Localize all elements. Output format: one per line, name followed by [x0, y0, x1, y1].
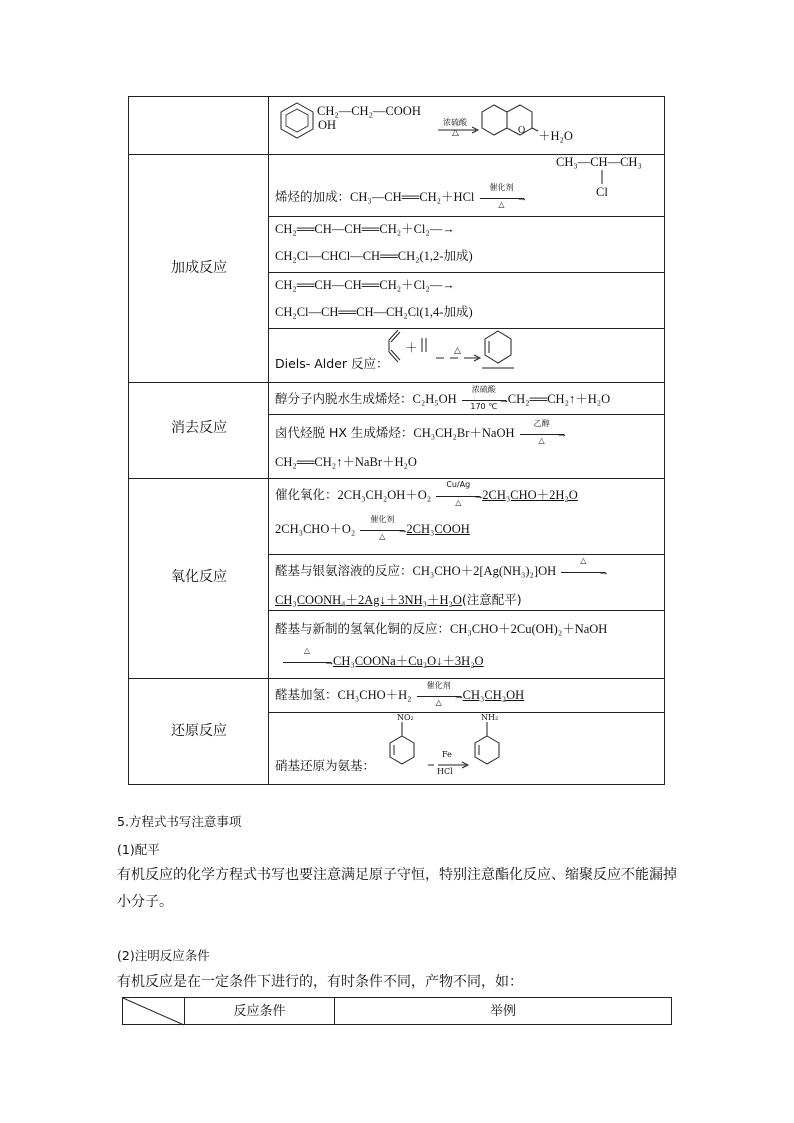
paragraph-1-line2: 小分子。	[117, 894, 173, 910]
catalytic-oxidation-1: 催化氧化：2CH₃CH₂OH＋O₂ Cu/Ag → △ 2CH₃CHO＋2H₂O	[275, 480, 578, 508]
subrow-border	[268, 712, 665, 713]
nitro-group-label: NO₂	[397, 713, 414, 722]
catalytic-oxidation-2: 2CH₃CHO＋O₂ 催化剂 → △ 2CH₃COOH	[275, 515, 470, 542]
copper-hydroxide-equation: 醛基与新制的氢氧化铜的反应：CH₃CHO＋2Cu(OH)₂＋NaOH	[275, 621, 608, 636]
lactone-product-tail: ＋H₂O	[538, 129, 573, 143]
header-example: 举例	[489, 1004, 516, 1019]
ethene-structure-icon	[420, 338, 428, 352]
diels-arrow	[436, 355, 482, 361]
header-condition: 反应条件	[233, 1004, 286, 1019]
subrow-border	[268, 554, 665, 555]
nitrobenzene-structure-icon	[388, 722, 416, 770]
subsection-2-heading: (2)注明反应条件	[117, 948, 210, 963]
alkene-addition-equation: 烯烃的加成：CH₃—CH══CH₂＋HCl 催化剂 → △	[275, 183, 528, 210]
column-divider	[268, 97, 269, 785]
benzene-ring-reactant	[277, 101, 317, 139]
paragraph-2: 有机反应是在一定条件下进行的，有时条件不同，产物不同，如：	[117, 974, 523, 990]
oxidation-arrow-2: 催化剂 → △	[360, 523, 404, 537]
row-border	[129, 678, 665, 679]
diene-14-line2: CH₂Cl—CH══CH—CH₂Cl(1,4-加成)	[275, 305, 473, 319]
aniline-structure-icon	[473, 722, 501, 770]
diene-14-line1: CH₂══CH—CH══CH₂＋Cl₂—→	[275, 278, 455, 292]
paragraph-1-line1: 有机反应的化学方程式书写也要注意满足原子守恒，特别注意酯化反应、缩聚反应不能漏掉	[117, 867, 677, 883]
cyclohexene-structure-icon	[482, 329, 514, 369]
amino-group-label: NH₂	[481, 713, 499, 722]
copper-arrow: △ →	[283, 655, 331, 669]
category-reduction: 还原反应	[171, 723, 227, 739]
category-elimination: 消去反应	[171, 420, 227, 436]
halide-arrow: 乙醇 → △	[520, 427, 564, 441]
subrow-border	[268, 216, 665, 217]
diels-condition: △	[454, 346, 461, 356]
hydrogenation-arrow: 催化剂 → △	[417, 689, 461, 703]
reactant-oh: OH	[318, 118, 337, 132]
diene-12-line1: CH₂══CH—CH══CH₂＋Cl₂—→	[275, 222, 455, 236]
diels-alder-label: Diels- Alder 反应：	[275, 356, 389, 371]
silver-mirror-equation: 醛基与银氨溶液的反应：CH₃CHO＋2[Ag(NH₃)₂]OH △ →	[275, 556, 610, 579]
silver-mirror-product: CH₃COONH₄＋2Ag↓＋3NH₃＋H₂O(注意配平)	[275, 592, 522, 607]
diene-12-line2: CH₂Cl—CHCl—CH══CH₂(1,2-加成)	[275, 249, 473, 263]
copper-hydroxide-product: △ → CH₃COONa＋Cu₂O↓＋3H₂O	[281, 651, 484, 669]
halide-elimination-product: CH₂══CH₂↑＋NaBr＋H₂O	[275, 455, 417, 469]
category-oxidation: 氧化反应	[171, 569, 227, 585]
lactone-condition-bottom: △	[452, 128, 459, 138]
section-5-heading: 5.方程式书写注意事项	[117, 814, 242, 829]
nitro-condition-top: Fe	[442, 750, 452, 759]
alcohol-dehydration-equation: 醇分子内脱水生成烯烃：C₂H₅OH 浓硫酸 → 170 ℃ CH₂══CH₂↑＋H₂O	[275, 385, 611, 412]
coumarin-structure-icon	[480, 103, 540, 141]
nitro-arrow	[428, 762, 470, 768]
aldehyde-hydrogenation-equation: 醛基加氢：CH₃CHO＋H₂ 催化剂 → △ CH₃CH₂OH	[275, 681, 525, 708]
alkene-product-cl: Cl	[596, 185, 608, 199]
nitro-condition-bottom: HCl	[437, 767, 453, 776]
lactone-condition-top: 浓硫酸	[443, 118, 467, 127]
nitro-reduction-label: 硝基还原为氨基：	[275, 758, 376, 773]
subrow-border	[268, 272, 665, 273]
category-addition: 加成反应	[171, 260, 227, 276]
diagonal-header-line	[123, 998, 185, 1025]
silver-arrow: △ →	[561, 565, 605, 579]
subsection-1-heading: (1)配平	[117, 842, 160, 857]
ring-oxygen: O	[518, 125, 526, 136]
alkene-product-bond	[601, 170, 603, 184]
condition-table	[122, 997, 672, 1025]
lactone-arrow	[438, 127, 480, 133]
halide-elimination-equation: 卤代烃脱 HX 生成烯烃：CH₃CH₂Br＋NaOH 乙醇 → △	[275, 419, 568, 446]
reactant-chain: CH₂—CH₂—COOH	[317, 104, 421, 118]
diels-plus: ＋	[405, 341, 418, 355]
oxidation-arrow-1: Cu/Ag → △	[436, 489, 480, 503]
alkene-arrow: 催化剂 → △	[480, 191, 524, 205]
row-border	[129, 382, 665, 383]
alkene-product: CH₃—CH—CH₃	[556, 155, 642, 169]
alcohol-arrow: 浓硫酸 → 170 ℃	[462, 393, 506, 407]
subrow-border	[268, 610, 665, 611]
subrow-border	[268, 414, 665, 415]
subrow-border	[268, 328, 665, 329]
row-border	[129, 478, 665, 479]
